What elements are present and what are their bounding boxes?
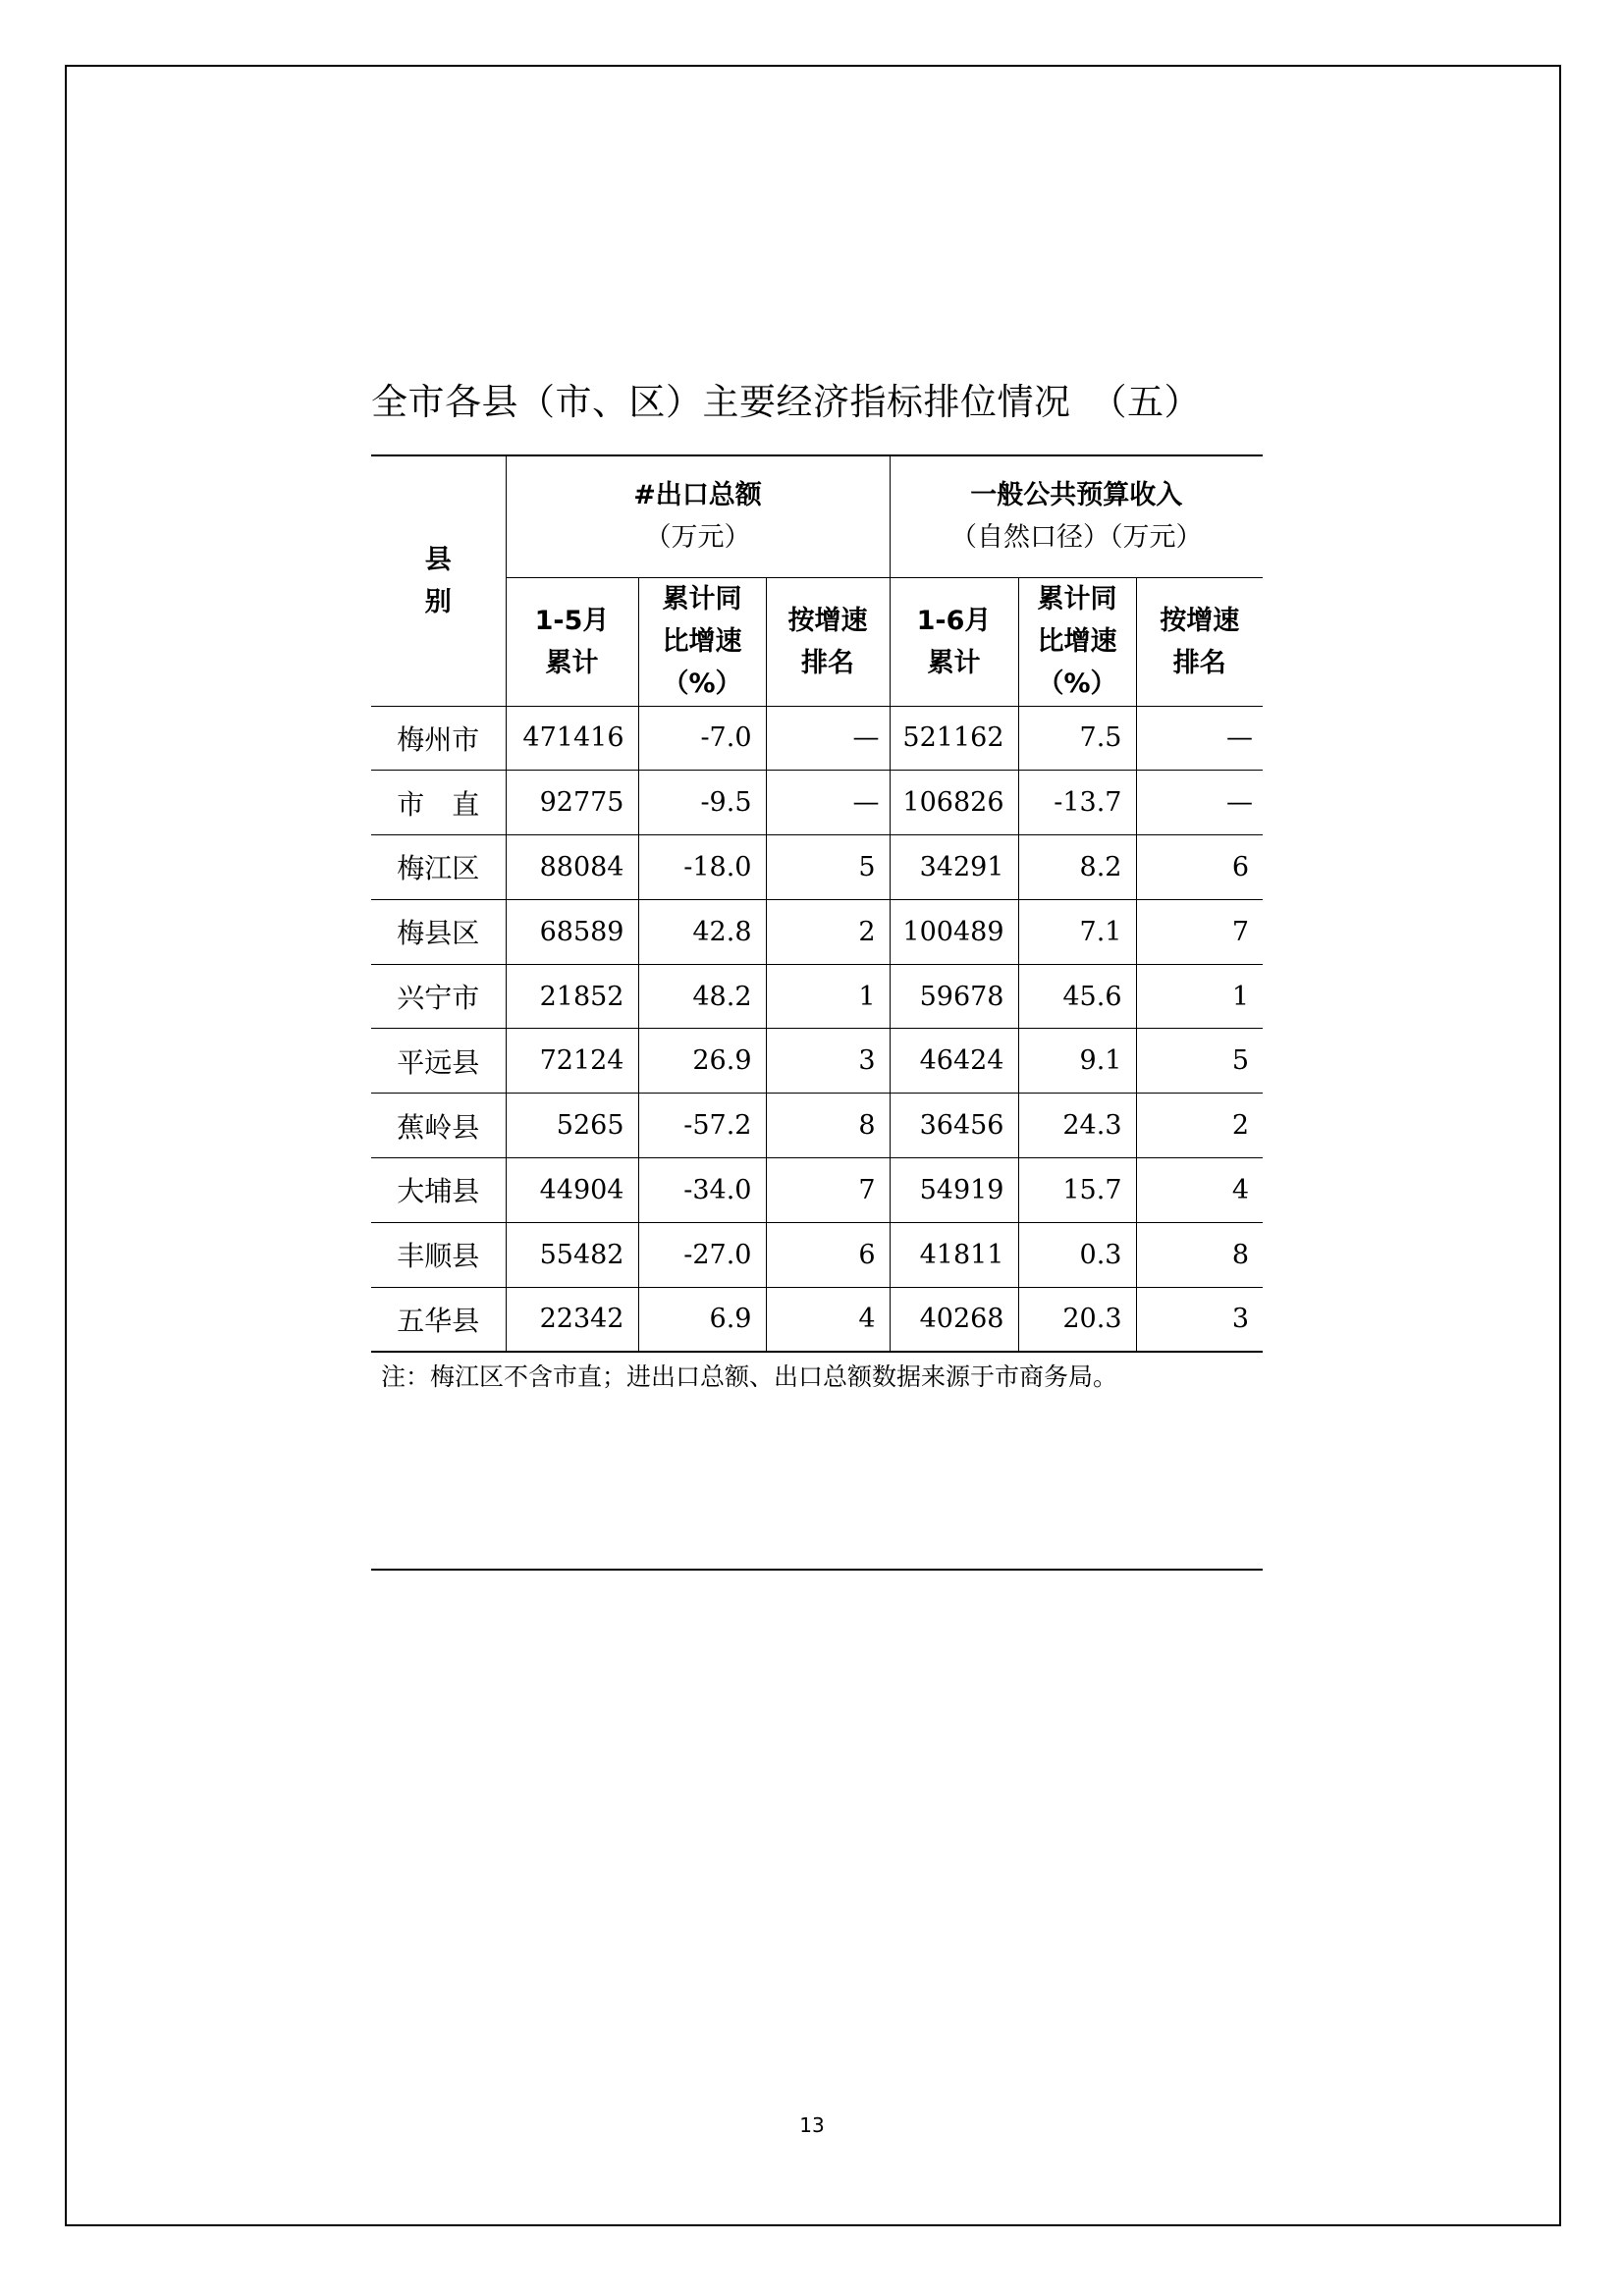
revenue-group-title: 一般公共预算收入 [970, 480, 1183, 511]
subheader-line1: 1-6月 [916, 605, 992, 636]
county-cell: 大埔县 [371, 1158, 506, 1223]
export-rank-cell: 8 [766, 1094, 890, 1158]
subheader-line2: 排名 [801, 647, 854, 678]
title-suffix: （五） [1090, 381, 1201, 423]
revenue-growth-cell: 7.5 [1018, 706, 1136, 771]
revenue-rank-cell: 2 [1136, 1094, 1263, 1158]
subheader-line1: 1-5月 [534, 605, 610, 636]
revenue-group-unit: （自然口径）（万元） [950, 522, 1203, 554]
revenue-total-cell: 100489 [890, 899, 1018, 964]
subheader-line1: 按增速 [787, 605, 868, 636]
county-cell: 梅县区 [371, 899, 506, 964]
revenue-rank-cell: — [1136, 706, 1263, 771]
export-growth-cell: 42.8 [638, 899, 766, 964]
export-total-cell: 21852 [506, 964, 638, 1029]
page-title [371, 377, 1255, 428]
revenue-rank-cell: 8 [1136, 1222, 1263, 1287]
revenue-rank-cell: 7 [1136, 899, 1263, 964]
county-cell: 市 直 [371, 771, 506, 835]
indicator-table [371, 454, 1263, 1353]
export-rank-cell: 2 [766, 899, 890, 964]
table-row [371, 964, 1263, 1029]
export-rank-cell: 3 [766, 1029, 890, 1094]
export-group-header [506, 455, 890, 577]
subheader-line1: 累计同 [662, 584, 742, 614]
county-cell: 蕉岭县 [371, 1094, 506, 1158]
export-growth-cell: 26.9 [638, 1029, 766, 1094]
table-row [371, 1029, 1263, 1094]
revenue-total-cell: 40268 [890, 1287, 1018, 1352]
export-growth-cell: -57.2 [638, 1094, 766, 1158]
county-column-header: 县别 [371, 455, 506, 706]
export-period-header [506, 577, 638, 706]
county-cell: 丰顺县 [371, 1222, 506, 1287]
title-main: 全市各县（市、区）主要经济指标排位情况 [371, 381, 1071, 423]
revenue-rank-header [1136, 577, 1263, 706]
revenue-total-cell: 36456 [890, 1094, 1018, 1158]
export-rank-cell: — [766, 771, 890, 835]
export-total-cell: 55482 [506, 1222, 638, 1287]
revenue-total-cell: 34291 [890, 835, 1018, 900]
table-row [371, 1222, 1263, 1287]
export-growth-cell: -7.0 [638, 706, 766, 771]
table-row [371, 1287, 1263, 1352]
subheader-line2: 排名 [1172, 647, 1226, 678]
export-total-cell: 92775 [506, 771, 638, 835]
county-cell: 梅州市 [371, 706, 506, 771]
revenue-rank-cell: 1 [1136, 964, 1263, 1029]
export-rank-header [766, 577, 890, 706]
revenue-rank-cell: 5 [1136, 1029, 1263, 1094]
revenue-growth-header [1018, 577, 1136, 706]
subheader-line2: 累计 [545, 647, 599, 678]
export-growth-cell: 6.9 [638, 1287, 766, 1352]
export-rank-cell: 4 [766, 1287, 890, 1352]
subheader-line2: 累计 [927, 647, 981, 678]
export-growth-header [638, 577, 766, 706]
table-row [371, 899, 1263, 964]
revenue-growth-cell: 9.1 [1018, 1029, 1136, 1094]
revenue-group-header [890, 455, 1263, 577]
export-growth-cell: -27.0 [638, 1222, 766, 1287]
subheader-line1: 按增速 [1160, 605, 1240, 636]
export-total-cell: 5265 [506, 1094, 638, 1158]
export-rank-cell: 7 [766, 1158, 890, 1223]
revenue-total-cell: 41811 [890, 1222, 1018, 1287]
revenue-growth-cell: 15.7 [1018, 1158, 1136, 1223]
export-total-cell: 22342 [506, 1287, 638, 1352]
revenue-rank-cell: 3 [1136, 1287, 1263, 1352]
export-total-cell: 44904 [506, 1158, 638, 1223]
revenue-growth-cell: -13.7 [1018, 771, 1136, 835]
county-cell: 五华县 [371, 1287, 506, 1352]
table-row [371, 706, 1263, 771]
export-total-cell: 72124 [506, 1029, 638, 1094]
table-note: 注：梅江区不含市直；进出口总额、出口总额数据来源于市商务局。 [381, 1362, 1118, 1391]
revenue-growth-cell: 24.3 [1018, 1094, 1136, 1158]
export-rank-cell: 1 [766, 964, 890, 1029]
export-group-unit: （万元） [644, 522, 751, 554]
export-total-cell: 471416 [506, 706, 638, 771]
export-growth-cell: -34.0 [638, 1158, 766, 1223]
revenue-rank-cell: 6 [1136, 835, 1263, 900]
export-total-cell: 88084 [506, 835, 638, 900]
page-number: 13 [799, 2113, 825, 2137]
revenue-total-cell: 106826 [890, 771, 1018, 835]
revenue-total-cell: 54919 [890, 1158, 1018, 1223]
county-cell: 兴宁市 [371, 964, 506, 1029]
table-row [371, 1094, 1263, 1158]
revenue-rank-cell: — [1136, 771, 1263, 835]
table-row [371, 771, 1263, 835]
export-rank-cell: — [766, 706, 890, 771]
subheader-line3: （%） [662, 668, 742, 699]
revenue-period-header [890, 577, 1018, 706]
revenue-growth-cell: 8.2 [1018, 835, 1136, 900]
revenue-rank-cell: 4 [1136, 1158, 1263, 1223]
export-growth-cell: 48.2 [638, 964, 766, 1029]
subheader-line2: 比增速 [1037, 626, 1117, 657]
subheader-line1: 累计同 [1037, 584, 1117, 614]
table-row [371, 835, 1263, 900]
subheader-line2: 比增速 [662, 626, 742, 657]
revenue-growth-cell: 0.3 [1018, 1222, 1136, 1287]
revenue-growth-cell: 7.1 [1018, 899, 1136, 964]
export-growth-cell: -9.5 [638, 771, 766, 835]
revenue-total-cell: 59678 [890, 964, 1018, 1029]
county-cell: 梅江区 [371, 835, 506, 900]
bottom-rule [371, 1569, 1263, 1571]
export-growth-cell: -18.0 [638, 835, 766, 900]
revenue-growth-cell: 20.3 [1018, 1287, 1136, 1352]
export-rank-cell: 5 [766, 835, 890, 900]
revenue-total-cell: 521162 [890, 706, 1018, 771]
revenue-total-cell: 46424 [890, 1029, 1018, 1094]
export-rank-cell: 6 [766, 1222, 890, 1287]
revenue-growth-cell: 45.6 [1018, 964, 1136, 1029]
county-cell: 平远县 [371, 1029, 506, 1094]
export-group-title: #出口总额 [633, 480, 762, 511]
subheader-line3: （%） [1037, 668, 1117, 699]
table-row [371, 1158, 1263, 1223]
export-total-cell: 68589 [506, 899, 638, 964]
